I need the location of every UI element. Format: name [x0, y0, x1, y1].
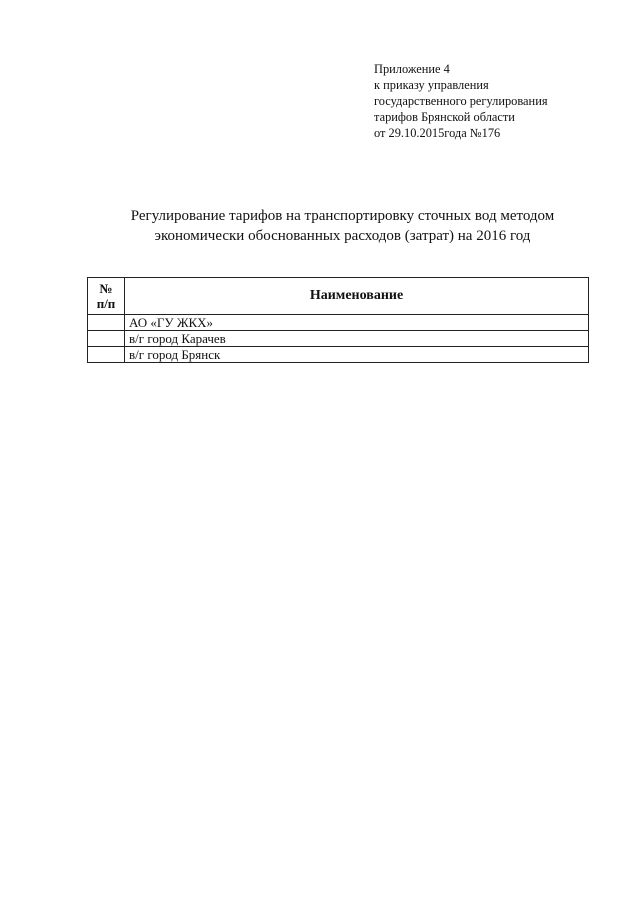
title-line: экономически обоснованных расходов (затрат) на 2016 год [154, 228, 531, 244]
row-name-cell: в/г город Карачев [125, 331, 589, 347]
appendix-line: государственного регулирования [374, 94, 548, 108]
appendix-line: к приказу управления [374, 78, 489, 92]
table-row [88, 331, 589, 347]
table-row [88, 315, 589, 331]
column-header-number-line1: № [99, 281, 113, 296]
row-number-cell [88, 315, 125, 331]
column-header-name: Наименование [125, 278, 589, 315]
column-header-number-line2: п/п [96, 296, 116, 311]
row-name-cell: АО «ГУ ЖКХ» [125, 315, 589, 331]
title-line: Регулирование тарифов на транспортировку сточных вод методом [130, 208, 555, 224]
row-name-cell: в/г город Брянск [125, 347, 589, 363]
organizations-table [87, 277, 589, 363]
column-header-number [88, 278, 125, 315]
appendix-block [374, 61, 548, 141]
row-number-cell [88, 347, 125, 363]
appendix-line: Приложение 4 [374, 62, 450, 76]
row-number-cell [88, 331, 125, 347]
table-row [88, 347, 589, 363]
appendix-line: тарифов Брянской области [374, 110, 515, 124]
document-title [90, 206, 595, 246]
appendix-line: от 29.10.2015года №176 [374, 126, 501, 140]
table-header-row [88, 278, 589, 315]
